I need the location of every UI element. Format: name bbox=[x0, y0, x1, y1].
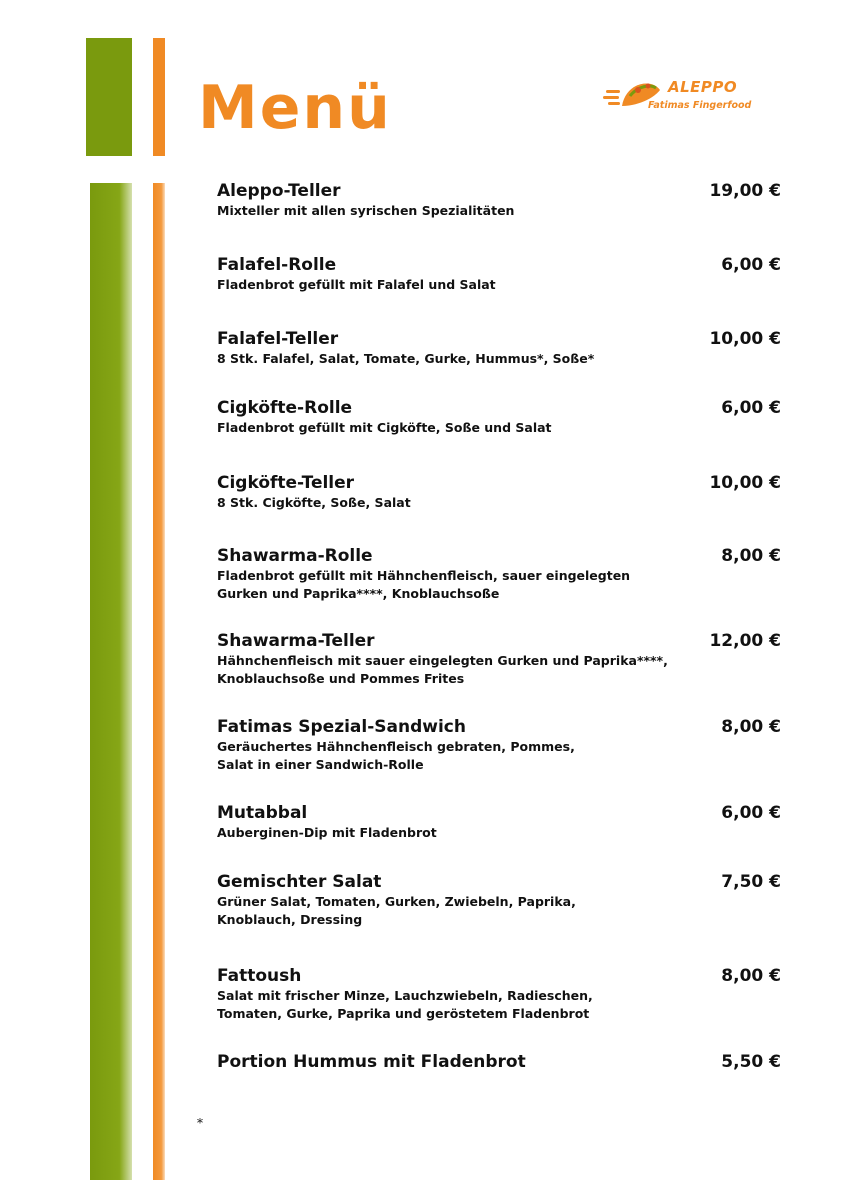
menu-item-description: Fladenbrot gefüllt mit Cigköfte, Soße und Salat bbox=[217, 420, 552, 435]
menu-item-name: Fatimas Spezial-Sandwich bbox=[217, 717, 466, 737]
orange-accent-bar bbox=[153, 183, 165, 1180]
footnote: * bbox=[197, 1116, 203, 1130]
brand-logo bbox=[602, 76, 762, 118]
menu-item-name: Falafel-Rolle bbox=[217, 255, 337, 275]
menu-item-price: 6,00 € bbox=[721, 803, 781, 823]
menu-item-description: Knoblauchsoße und Pommes Frites bbox=[217, 671, 465, 686]
menu-item-description: Geräuchertes Hähnchenfleisch gebraten, Pommes, bbox=[217, 739, 575, 754]
menu-item-price: 8,00 € bbox=[721, 717, 781, 737]
menu-item bbox=[217, 546, 783, 602]
menu-item-price: 8,00 € bbox=[721, 966, 781, 986]
orange-accent-bar-top bbox=[153, 38, 165, 156]
menu-item-name: Fattoush bbox=[217, 966, 302, 986]
menu-item bbox=[217, 803, 783, 841]
logo-name: ALEPPO bbox=[668, 78, 738, 96]
menu-item-price: 10,00 € bbox=[709, 473, 781, 493]
menu-item bbox=[217, 329, 783, 367]
menu-item-price: 10,00 € bbox=[709, 329, 781, 349]
menu-item-description: Auberginen-Dip mit Fladenbrot bbox=[217, 825, 437, 840]
menu-item bbox=[217, 473, 783, 511]
menu-item-name: Portion Hummus mit Fladenbrot bbox=[217, 1052, 526, 1072]
green-accent-bar-top bbox=[86, 38, 132, 156]
menu-item-description: Gurken und Paprika****, Knoblauchsoße bbox=[217, 586, 500, 601]
menu-item-description: Fladenbrot gefüllt mit Hähnchenfleisch, sauer eingelegten bbox=[217, 568, 631, 583]
menu-item bbox=[217, 966, 783, 1022]
page-title: Menü bbox=[198, 73, 392, 143]
menu-item-name: Shawarma-Rolle bbox=[217, 546, 373, 566]
menu-item bbox=[217, 398, 783, 436]
green-accent-bar bbox=[90, 183, 132, 1180]
menu-item-description: Fladenbrot gefüllt mit Falafel und Salat bbox=[217, 277, 496, 292]
menu-item-name: Mutabbal bbox=[217, 803, 308, 823]
menu-item-description: Mixteller mit allen syrischen Spezialitäten bbox=[217, 203, 515, 218]
menu-item bbox=[217, 631, 783, 687]
menu-item bbox=[217, 1052, 783, 1072]
menu-item-price: 5,50 € bbox=[721, 1052, 781, 1072]
menu-item-description: Tomaten, Gurke, Paprika und geröstetem Fladenbrot bbox=[217, 1006, 590, 1021]
menu-item-description: Hähnchenfleisch mit sauer eingelegten Gurken und Paprika****, bbox=[217, 653, 668, 668]
menu-item bbox=[217, 717, 783, 773]
menu-item-name: Falafel-Teller bbox=[217, 329, 339, 349]
logo-tagline: Fatimas Fingerfood bbox=[648, 100, 752, 111]
menu-item-description: Salat mit frischer Minze, Lauchzwiebeln, Radieschen, bbox=[217, 988, 593, 1003]
menu-item-price: 8,00 € bbox=[721, 546, 781, 566]
menu-item-description: Knoblauch, Dressing bbox=[217, 912, 363, 927]
menu-item-name: Gemischter Salat bbox=[217, 872, 382, 892]
menu-item-description: 8 Stk. Cigköfte, Soße, Salat bbox=[217, 495, 411, 510]
menu-item-name: Cigköfte-Teller bbox=[217, 473, 355, 493]
menu-item bbox=[217, 872, 783, 928]
menu-item-name: Aleppo-Teller bbox=[217, 181, 341, 201]
menu-item-price: 6,00 € bbox=[721, 398, 781, 418]
menu-item-price: 6,00 € bbox=[721, 255, 781, 275]
menu-item-description: Salat in einer Sandwich-Rolle bbox=[217, 757, 424, 772]
menu-item-price: 12,00 € bbox=[709, 631, 781, 651]
menu-item-name: Cigköfte-Rolle bbox=[217, 398, 353, 418]
menu-item-description: Grüner Salat, Tomaten, Gurken, Zwiebeln, Paprika, bbox=[217, 894, 576, 909]
menu-item bbox=[217, 181, 783, 219]
menu-item-description: 8 Stk. Falafel, Salat, Tomate, Gurke, Hummus*, Soße* bbox=[217, 351, 595, 366]
menu-item-price: 7,50 € bbox=[721, 872, 781, 892]
menu-item-name: Shawarma-Teller bbox=[217, 631, 375, 651]
menu-item bbox=[217, 255, 783, 293]
menu-item-price: 19,00 € bbox=[709, 181, 781, 201]
